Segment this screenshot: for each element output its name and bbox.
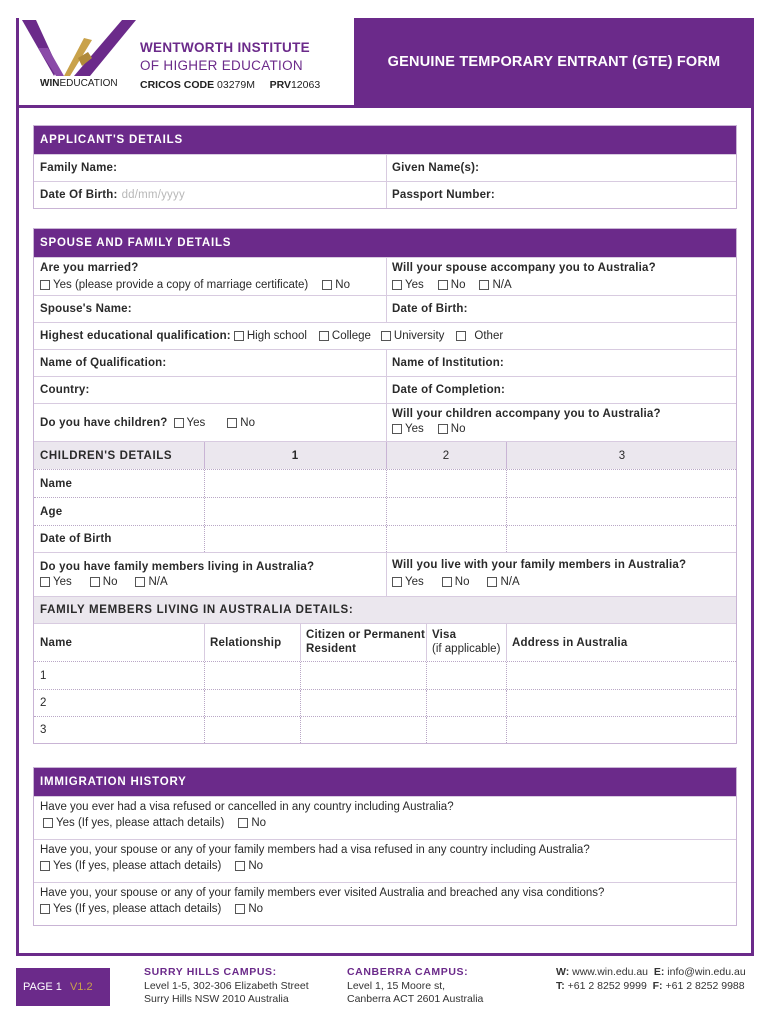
checkbox[interactable] (392, 424, 402, 434)
date-of-birth-field[interactable]: Date Of Birth: dd/mm/yyyy (40, 189, 185, 201)
spouse-accompany-na[interactable]: N/A (479, 279, 511, 291)
institution-name-field[interactable]: Name of Institution: (392, 357, 504, 369)
family-visa-refused-no[interactable]: No (235, 860, 263, 872)
child-col-2: 2 (442, 449, 450, 462)
children-yes[interactable]: Yes (174, 417, 206, 429)
live-with-yes[interactable]: Yes (392, 576, 424, 588)
country-field[interactable]: Country: (40, 384, 90, 396)
checkbox[interactable] (456, 331, 466, 341)
breached-no[interactable]: No (235, 903, 263, 915)
section-heading: IMMIGRATION HISTORY (34, 768, 736, 796)
col-relationship: Relationship (210, 636, 282, 649)
checkbox[interactable] (234, 331, 244, 341)
breached-conditions-question: Have you, your spouse or any of your family members ever visited Australia and breached any visa conditions? (40, 887, 605, 899)
col-name: Name (40, 636, 73, 649)
married-no-option[interactable]: No (322, 279, 350, 291)
immigration-history-section (33, 767, 737, 926)
children-table-header (34, 441, 736, 469)
checkbox[interactable] (90, 577, 100, 587)
married-yes-option[interactable]: Yes (please provide a copy of marriage certificate) (40, 279, 308, 291)
checkbox[interactable] (40, 280, 50, 290)
table-row: Name (34, 469, 736, 497)
children-accompany-no[interactable]: No (438, 423, 466, 435)
checkbox[interactable] (135, 577, 145, 587)
checkbox[interactable] (174, 418, 184, 428)
checkbox[interactable] (235, 904, 245, 914)
spouse-family-section (33, 228, 737, 744)
checkbox[interactable] (442, 577, 452, 587)
checkbox[interactable] (40, 861, 50, 871)
completion-date-field[interactable]: Date of Completion: (392, 384, 506, 396)
children-accompany-yes[interactable]: Yes (392, 423, 424, 435)
checkbox[interactable] (40, 904, 50, 914)
passport-number-field[interactable]: Passport Number: (392, 189, 495, 201)
checkbox[interactable] (43, 818, 53, 828)
table-row: 1 (34, 661, 736, 689)
checkbox[interactable] (319, 331, 329, 341)
section-heading: APPLICANT'S DETAILS (34, 126, 736, 154)
checkbox[interactable] (238, 818, 248, 828)
live-with-family-question: Will you live with your family members in Australia? (392, 559, 687, 571)
institution-name: WENTWORTH INSTITUTE (140, 40, 310, 55)
visa-refused-no[interactable]: No (238, 817, 266, 829)
checkbox[interactable] (438, 424, 448, 434)
spouse-accompany-yes[interactable]: Yes (392, 279, 424, 291)
family-visa-refused-yes[interactable]: Yes (If yes, please attach details) (40, 860, 221, 872)
checkbox[interactable] (322, 280, 332, 290)
checkbox[interactable] (487, 577, 497, 587)
spouse-name-field[interactable]: Spouse's Name: (40, 303, 132, 315)
child-col-1: 1 (291, 449, 299, 462)
edu-university[interactable]: University (381, 330, 444, 342)
family-visa-refused-question: Have you, your spouse or any of your family members had a visa refused in any country including Australia? (40, 844, 590, 856)
family-members-heading: FAMILY MEMBERS LIVING IN AUSTRALIA DETAILS: (40, 604, 354, 616)
institution-subtitle: OF HIGHER EDUCATION (140, 58, 303, 73)
breached-yes[interactable]: Yes (If yes, please attach details) (40, 903, 221, 915)
edu-high-school[interactable]: High school (234, 330, 307, 342)
email-link[interactable]: info@win.edu.au (667, 966, 746, 978)
canberra-campus: CANBERRA CAMPUS: Level 1, 15 Moore st, Canberra ACT 2601 Australia (347, 966, 484, 1005)
children-no[interactable]: No (227, 417, 255, 429)
children-details-heading: CHILDREN'S DETAILS (40, 449, 173, 462)
table-row: Date of Birth (34, 525, 736, 552)
page-number-badge: PAGE 1 V1.2 (16, 968, 110, 1006)
website-link[interactable]: www.win.edu.au (572, 966, 649, 978)
spouse-accompany-question: Will your spouse accompany you to Australia? (392, 262, 656, 274)
edu-other[interactable]: Other (456, 330, 503, 342)
children-question: Do you have children? (40, 416, 168, 429)
given-names-field[interactable]: Given Name(s): (392, 162, 480, 174)
visa-refused-question: Have you ever had a visa refused or cancelled in any country including Australia? (40, 801, 454, 813)
checkbox[interactable] (235, 861, 245, 871)
family-table-header (34, 623, 736, 661)
education-qualification-row: Highest educational qualification: High school College University Other (40, 330, 504, 342)
checkbox[interactable] (392, 280, 402, 290)
live-with-no[interactable]: No (442, 576, 470, 588)
form-title: GENUINE TEMPORARY ENTRANT (GTE) FORM (354, 18, 754, 106)
family-aus-yes[interactable]: Yes (40, 576, 72, 588)
spouse-dob-field[interactable]: Date of Birth: (392, 303, 468, 315)
married-question: Are you married? (40, 262, 139, 274)
checkbox[interactable] (479, 280, 489, 290)
family-name-field[interactable]: Family Name: (40, 162, 118, 174)
col-visa: Visa (if applicable) (432, 629, 501, 655)
applicant-details-section (33, 125, 737, 209)
table-row: 3 (34, 716, 736, 743)
table-row: 2 (34, 689, 736, 716)
table-row: Age (34, 497, 736, 525)
family-aus-no[interactable]: No (90, 576, 118, 588)
qualification-name-field[interactable]: Name of Qualification: (40, 357, 167, 369)
surry-hills-campus: SURRY HILLS CAMPUS: Level 1-5, 302-306 Elizabeth Street Surry Hills NSW 2010 Australia (144, 966, 309, 1005)
checkbox[interactable] (438, 280, 448, 290)
family-in-australia-question: Do you have family members living in Australia? (40, 561, 315, 573)
checkbox[interactable] (392, 577, 402, 587)
cricos-code: CRICOS CODE 03279M PRV12063 (140, 79, 321, 91)
checkbox[interactable] (381, 331, 391, 341)
children-accompany-question: Will your children accompany you to Australia? (392, 408, 661, 420)
family-aus-na[interactable]: N/A (135, 576, 167, 588)
logo-wordmark: WINEDUCATION (40, 78, 118, 89)
child-col-3: 3 (618, 449, 626, 462)
spouse-accompany-no[interactable]: No (438, 279, 466, 291)
section-heading: SPOUSE AND FAMILY DETAILS (34, 229, 736, 257)
checkbox[interactable] (227, 418, 237, 428)
edu-college[interactable]: College (319, 330, 371, 342)
live-with-na[interactable]: N/A (487, 576, 519, 588)
col-address: Address in Australia (512, 636, 628, 649)
contact-info: W: www.win.edu.au E: info@win.edu.au T: +61 2 8252 9999 F: +61 2 8252 9988 (556, 966, 746, 992)
visa-refused-yes[interactable]: Yes (If yes, please attach details) (43, 817, 224, 829)
checkbox[interactable] (40, 577, 50, 587)
col-citizen: Citizen or Permanent Resident (306, 629, 426, 655)
